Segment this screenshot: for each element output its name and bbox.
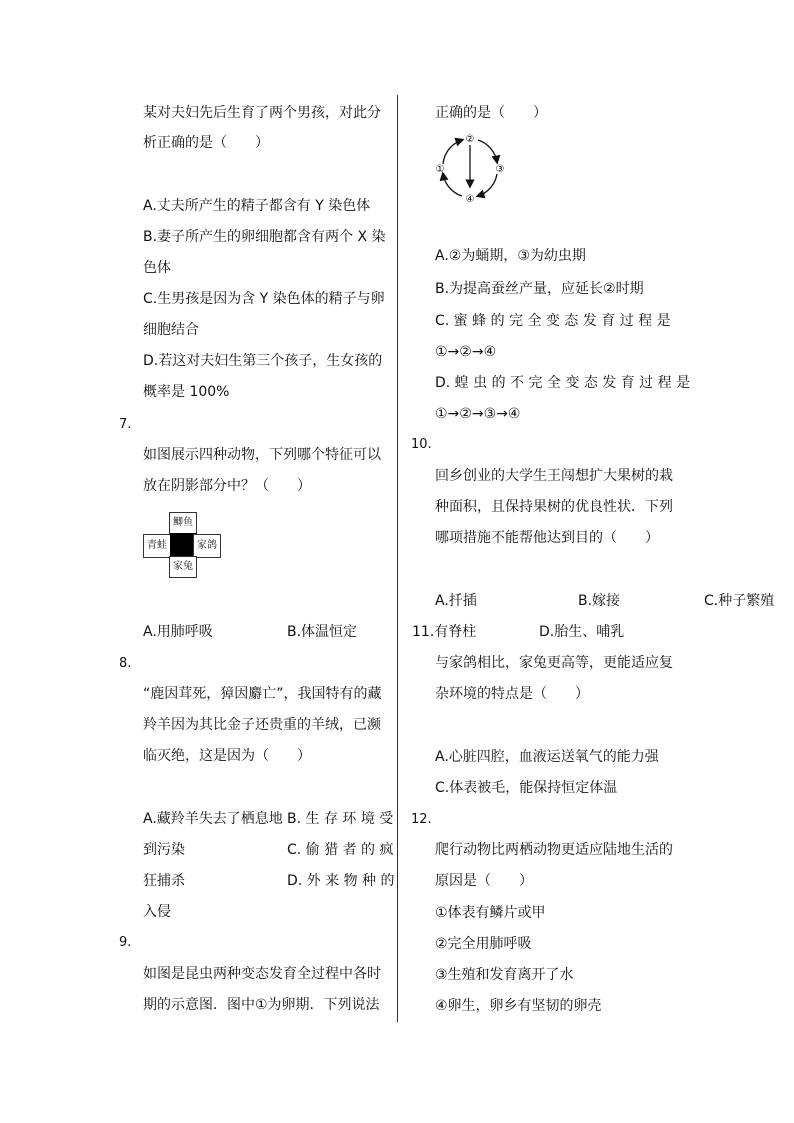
q6-option-c-cont: 细胞结合: [143, 322, 199, 338]
q11-stem-line2: 杂环境的特点是（ ）: [435, 686, 589, 702]
fish-box: 鲫鱼: [169, 512, 197, 534]
stage-1-label: ①: [435, 164, 445, 175]
q6-option-d: D.若这对夫妇生第三个孩子，生女孩的: [143, 353, 383, 369]
q11-number-overlap: 11.有脊柱: [412, 624, 477, 640]
q9-number: 9.: [119, 935, 132, 950]
q12-stem-line2: 原因是（ ）: [435, 873, 533, 889]
pigeon-box: 家鸽: [193, 534, 221, 558]
q12-item-2: ②完全用肺呼吸: [435, 936, 532, 952]
q6-option-a: A.丈夫所产生的精子都含有 Y 染色体: [143, 198, 371, 214]
q10-stem-line3: 哪项措施不能帮他达到目的（ ）: [435, 530, 659, 546]
cycle-arrow-4-1: [443, 174, 462, 196]
q9-stem-line3: 正确的是（ ）: [435, 105, 547, 121]
stage-3-label: ③: [495, 164, 505, 175]
q8-option-a: A.藏羚羊失去了栖息地: [143, 811, 283, 827]
q7-stem-line1: 如图展示四种动物，下列哪个特征可以: [143, 447, 381, 463]
q9-option-a: A.②为蛹期，③为幼虫期: [435, 248, 586, 264]
q10-stem-line1: 回乡创业的大学生王闯想扩大果树的栽: [435, 468, 673, 484]
q12-item-1: ①体表有鳞片或甲: [435, 905, 546, 921]
q8-option-c-cont: 狂捕杀: [143, 873, 185, 889]
q9-stem-line1: 如图是昆虫两种变态发育全过程中各时: [143, 966, 381, 982]
q8-option-c: C. 偷 猎 者 的 疯: [287, 842, 394, 858]
q6-option-b: B.妻子所产生的卵细胞都含有两个 X 染: [143, 229, 386, 245]
frog-box: 青蛙: [143, 534, 171, 558]
q12-item-3: ③生殖和发育离开了水: [435, 967, 574, 983]
q6-stem-line1: 某对夫妇先后生育了两个男孩，对此分: [143, 105, 381, 121]
q10-option-a: A.扦插: [435, 593, 477, 609]
q7-stem-line2: 放在阴影部分中？（ ）: [143, 478, 311, 494]
q9-metamorphosis-cycle-figure: [432, 130, 508, 206]
cycle-arrow-1-2: [443, 140, 462, 164]
q7-number: 7.: [119, 417, 132, 432]
cycle-arrow-3-4: [478, 174, 497, 196]
q8-stem-line2: 羚羊因为其比金子还贵重的羊绒，已濒: [143, 717, 381, 733]
q11-option-a: A.心脏四腔，血液运送氧气的能力强: [435, 749, 659, 765]
q6-option-d-cont: 概率是 100%: [143, 384, 230, 400]
q10-option-c: C.种子繁殖: [704, 593, 775, 609]
q11-option-c: C.体表被毛，能保持恒定体温: [435, 780, 618, 796]
q9-stem-line2: 期的示意图．图中①为卵期．下列说法: [143, 997, 380, 1013]
q8-option-b: B. 生 存 环 境 受: [287, 811, 394, 827]
q8-option-b-cont: 到污染: [143, 842, 185, 858]
q8-stem-line3: 临灭绝，这是因为（ ）: [143, 748, 311, 764]
q12-item-4: ④卵生，卵乡有坚韧的卵壳: [435, 998, 602, 1014]
q10-stem-line2: 种面积，且保持果树的优良性状．下列: [435, 499, 673, 515]
q9-option-c-cont: ①→②→④: [435, 344, 497, 360]
q8-option-d: D. 外 来 物 种 的: [287, 873, 395, 889]
rabbit-box: 家兔: [169, 556, 197, 578]
q10-number: 10.: [411, 437, 432, 452]
q8-number: 8.: [119, 656, 132, 671]
stage-4-label: ④: [465, 194, 475, 205]
q8-option-d-cont: 入侵: [143, 904, 171, 920]
q7-option-a: A.用肺呼吸: [143, 624, 213, 640]
q6-option-b-cont: 色体: [143, 260, 171, 276]
q11-stem-line1: 与家鸽相比，家兔更高等，更能适应复: [435, 655, 673, 671]
q6-option-c: C.生男孩是因为含 Y 染色体的精子与卵: [143, 291, 385, 307]
stage-2-label: ②: [465, 134, 475, 145]
q10-option-b: B.嫁接: [578, 593, 621, 609]
q6-stem-line2: 析正确的是（ ）: [143, 135, 269, 151]
q7-option-b: B.体温恒定: [287, 624, 358, 640]
q12-number: 12.: [411, 812, 432, 827]
q9-option-c: C. 蜜 蜂 的 完 全 变 态 发 育 过 程 是: [435, 313, 671, 329]
column-divider: [397, 95, 398, 1022]
q10-option-d: D.胎生、哺乳: [539, 624, 625, 640]
q9-option-d: D. 蝗 虫 的 不 完 全 变 态 发 育 过 程 是: [435, 375, 691, 391]
q7-animal-cross-figure: [143, 512, 221, 578]
q8-stem-line1: “鹿因茸死，獐因麝亡”，我国特有的藏: [143, 686, 382, 702]
cycle-arrow-2-3: [478, 140, 497, 162]
q9-option-b: B.为提高蚕丝产量，应延长②时期: [435, 281, 644, 297]
q9-option-d-cont: ①→②→③→④: [435, 406, 521, 422]
q12-stem-line1: 爬行动物比两栖动物更适应陆地生活的: [435, 842, 673, 858]
